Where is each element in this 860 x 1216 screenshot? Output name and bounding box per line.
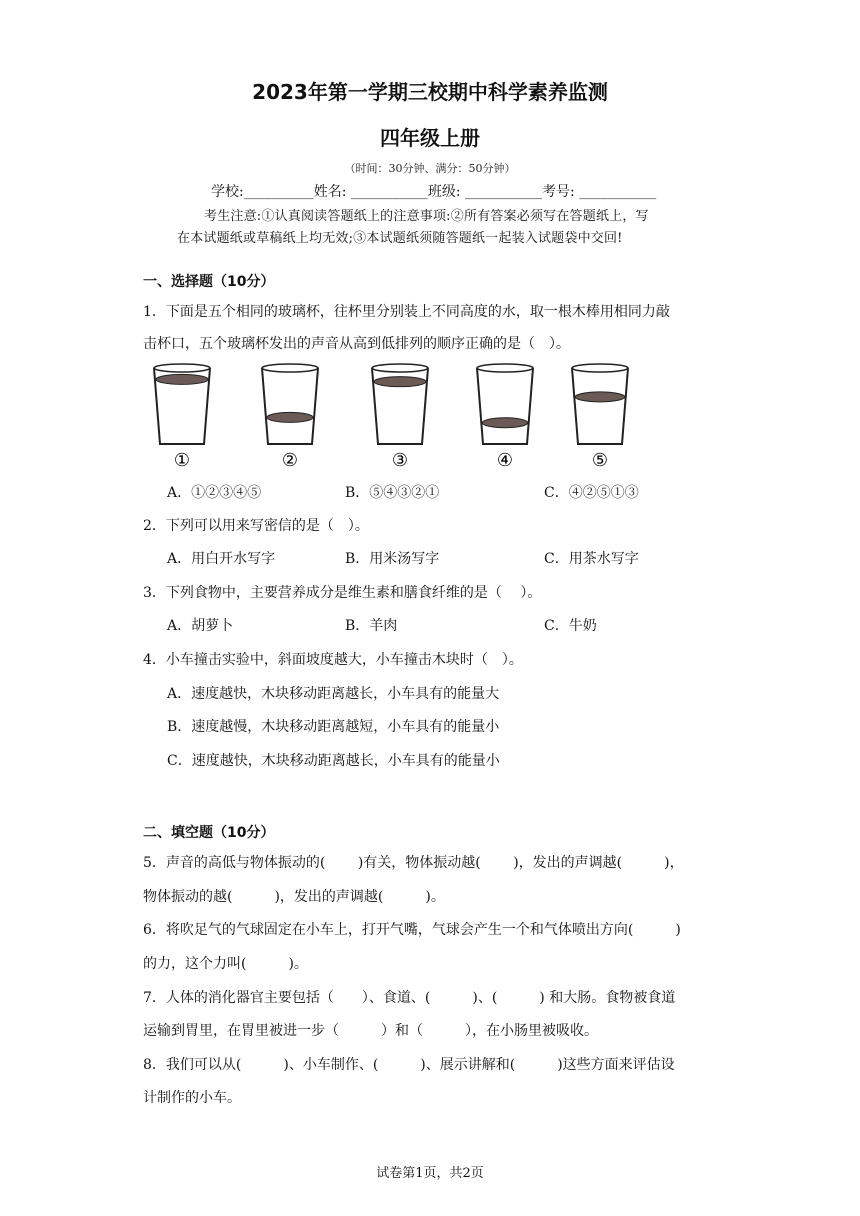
water-surface — [482, 418, 527, 428]
q3-option-b: B．羊肉 — [345, 618, 398, 634]
q3-option-c: C．牛奶 — [544, 618, 597, 634]
glass-label: ② — [281, 450, 299, 471]
water-surface — [156, 374, 208, 384]
water-surface — [267, 412, 313, 422]
q1-option-c: C．④②⑤①③ — [544, 485, 639, 501]
glass-rim — [154, 364, 210, 372]
glass-label: ⑤ — [591, 450, 609, 471]
question-1-line-1: 1．下面是五个相同的玻璃杯，往杯里分别装上不同高度的水，取一根木棒用相同力敲 — [143, 304, 670, 320]
exam-subtitle: 四年级上册 — [380, 126, 480, 150]
question-4: 4．小车撞击实验中，斜面坡度越大，小车撞击木块时（ ）。 — [143, 652, 523, 668]
student-info-line: 学校:__________姓名: ___________班级: ___________考号: ___________ — [211, 184, 657, 200]
glass-rim — [372, 364, 428, 372]
question-8-line-1: 8．我们可以从( )、小车制作、( )、展示讲解和( )这些方面来评估设 — [143, 1057, 675, 1073]
glass-2 — [262, 364, 318, 471]
q4-option-c: C．速度越快，木块移动距离越长，小车具有的能量小 — [167, 753, 500, 769]
q4-option-b: B．速度越慢，木块移动距离越短，小车具有的能量小 — [167, 719, 500, 735]
glass-3 — [372, 364, 428, 471]
q2-option-c: C．用茶水写字 — [544, 551, 639, 567]
glass-4 — [477, 364, 533, 471]
q1-option-b: B．⑤④③②① — [345, 485, 440, 501]
question-8-line-2: 计制作的小车。 — [143, 1090, 241, 1106]
q3-option-a: A．胡萝卜 — [167, 618, 234, 634]
glass-5 — [572, 364, 628, 471]
glass-outline — [477, 368, 533, 444]
question-5-line-2: 物体振动的越( )，发出的声调越( )。 — [143, 889, 445, 905]
time-note: （时间：30分钟、满分：50分钟） — [344, 162, 516, 175]
question-7-line-2: 运输到胃里，在胃里被进一步（ ）和（ ），在小肠里被吸收。 — [143, 1023, 598, 1039]
question-3: 3．下列食物中，主要营养成分是维生素和膳食纤维的是（ ）。 — [143, 585, 542, 601]
glass-rim — [477, 364, 533, 372]
glasses-illustration — [150, 360, 650, 472]
page-number-footer: 试卷第1页，共2页 — [376, 1166, 484, 1181]
notice-line-1: 考生注意:①认真阅读答题纸上的注意事项:②所有答案必须写在答题纸上，写 — [204, 209, 649, 224]
glass-rim — [262, 364, 318, 372]
water-surface — [575, 392, 624, 402]
glass-outline — [572, 368, 628, 444]
section-heading-choice: 一、选择题（10分） — [143, 274, 275, 290]
water-surface — [374, 377, 426, 387]
q4-option-a: A．速度越快，木块移动距离越长，小车具有的能量大 — [167, 686, 500, 702]
question-7-line-1: 7．人体的消化器官主要包括（ ）、食道、( )、( ) 和大肠。食物被食道 — [143, 990, 676, 1006]
section-heading-fill: 二、填空题（10分） — [143, 825, 275, 841]
question-5-line-1: 5．声音的高低与物体振动的( )有关，物体振动越( )，发出的声调越( )， — [143, 855, 684, 871]
question-2: 2．下列可以用来写密信的是（ ）。 — [143, 518, 369, 534]
notice-line-2: 在本试题纸或草稿纸上均无效;③本试题纸须随答题纸一起装入试题袋中交回! — [177, 231, 623, 246]
glass-label: ① — [173, 450, 191, 471]
question-6-line-2: 的力，这个力叫( )。 — [143, 956, 308, 972]
q1-option-a: A．①②③④⑤ — [167, 485, 262, 501]
exam-title: 2023年第一学期三校期中科学素养监测 — [252, 80, 608, 104]
glass-outline — [262, 368, 318, 444]
glass-1 — [154, 364, 210, 471]
q2-option-b: B．用米汤写字 — [345, 551, 440, 567]
question-6-line-1: 6．将吹足气的气球固定在小车上，打开气嘴，气球会产生一个和气体喷出方向( ) — [143, 922, 681, 938]
glass-rim — [572, 364, 628, 372]
question-1-line-2: 击杯口，五个玻璃杯发出的声音从高到低排列的顺序正确的是（ ）。 — [143, 336, 570, 352]
glass-label: ③ — [391, 450, 409, 471]
glass-label: ④ — [496, 450, 514, 471]
q2-option-a: A．用白开水写字 — [167, 551, 276, 567]
